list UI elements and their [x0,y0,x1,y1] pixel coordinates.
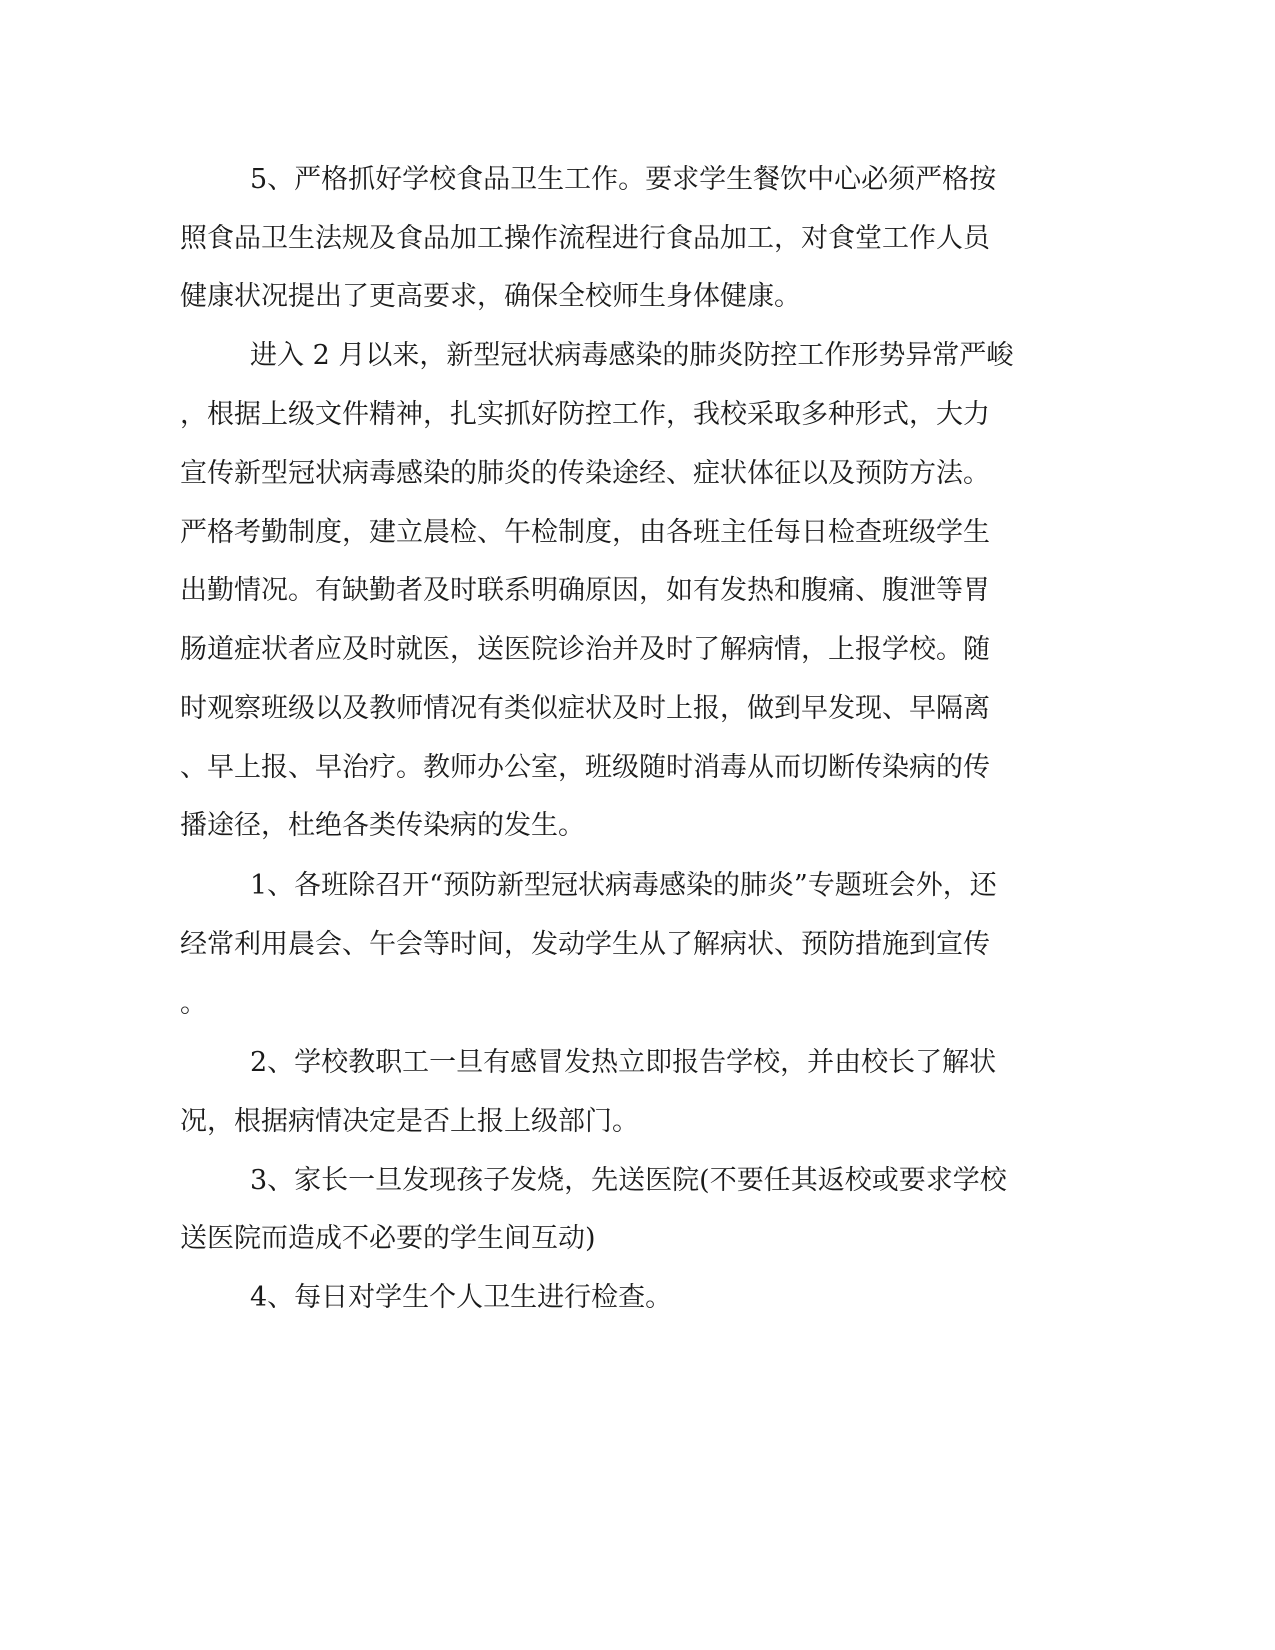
text-line: 健康状况提出了更高要求，确保全校师生身体健康。 [180,281,801,312]
text-line: 送医院而造成不必要的学生间互动) [180,1223,596,1254]
text-line: 播途径，杜绝各类传染病的发生。 [180,810,585,841]
text-line: 进入 2 月以来，新型冠状病毒感染的肺炎防控工作形势异常严峻 [250,340,1014,371]
text-line: 5、严格抓好学校食品卫生工作。要求学生餐饮中心必须严格按 [250,164,997,195]
text-line: 经常利用晨会、午会等时间，发动学生从了解病状、预防措施到宣传 [180,929,990,960]
text-line: 时观察班级以及教师情况有类似症状及时上报，做到早发现、早隔离 [180,693,990,724]
text-line: 况，根据病情决定是否上报上级部门。 [180,1106,639,1137]
text-line: 2、学校教职工一旦有感冒发热立即报告学校，并由校长了解状 [250,1047,997,1078]
text-line: 严格考勤制度，建立晨检、午检制度，由各班主任每日检查班级学生 [180,517,990,548]
text-line: 、早上报、早治疗。教师办公室，班级随时消毒从而切断传染病的传 [180,752,990,783]
text-line: 4、每日对学生个人卫生进行检查。 [250,1282,673,1313]
text-line: ，根据上级文件精神，扎实抓好防控工作，我校采取多种形式，大力 [180,399,990,430]
text-line: 3、家长一旦发现孩子发烧，先送医院(不要任其返校或要求学校 [250,1165,1007,1196]
text-line: 出勤情况。有缺勤者及时联系明确原因，如有发热和腹痛、腹泄等胃 [180,575,990,606]
text-line: 宣传新型冠状病毒感染的肺炎的传染途经、症状体征以及预防方法。 [180,458,990,489]
text-line: 肠道症状者应及时就医，送医院诊治并及时了解病情，上报学校。随 [180,634,990,665]
text-line: 照食品卫生法规及食品加工操作流程进行食品加工，对食堂工作人员 [180,223,990,254]
text-line: 1、各班除召开“预防新型冠状病毒感染的肺炎”专题班会外，还 [250,870,997,901]
text-line: 。 [180,988,207,1019]
